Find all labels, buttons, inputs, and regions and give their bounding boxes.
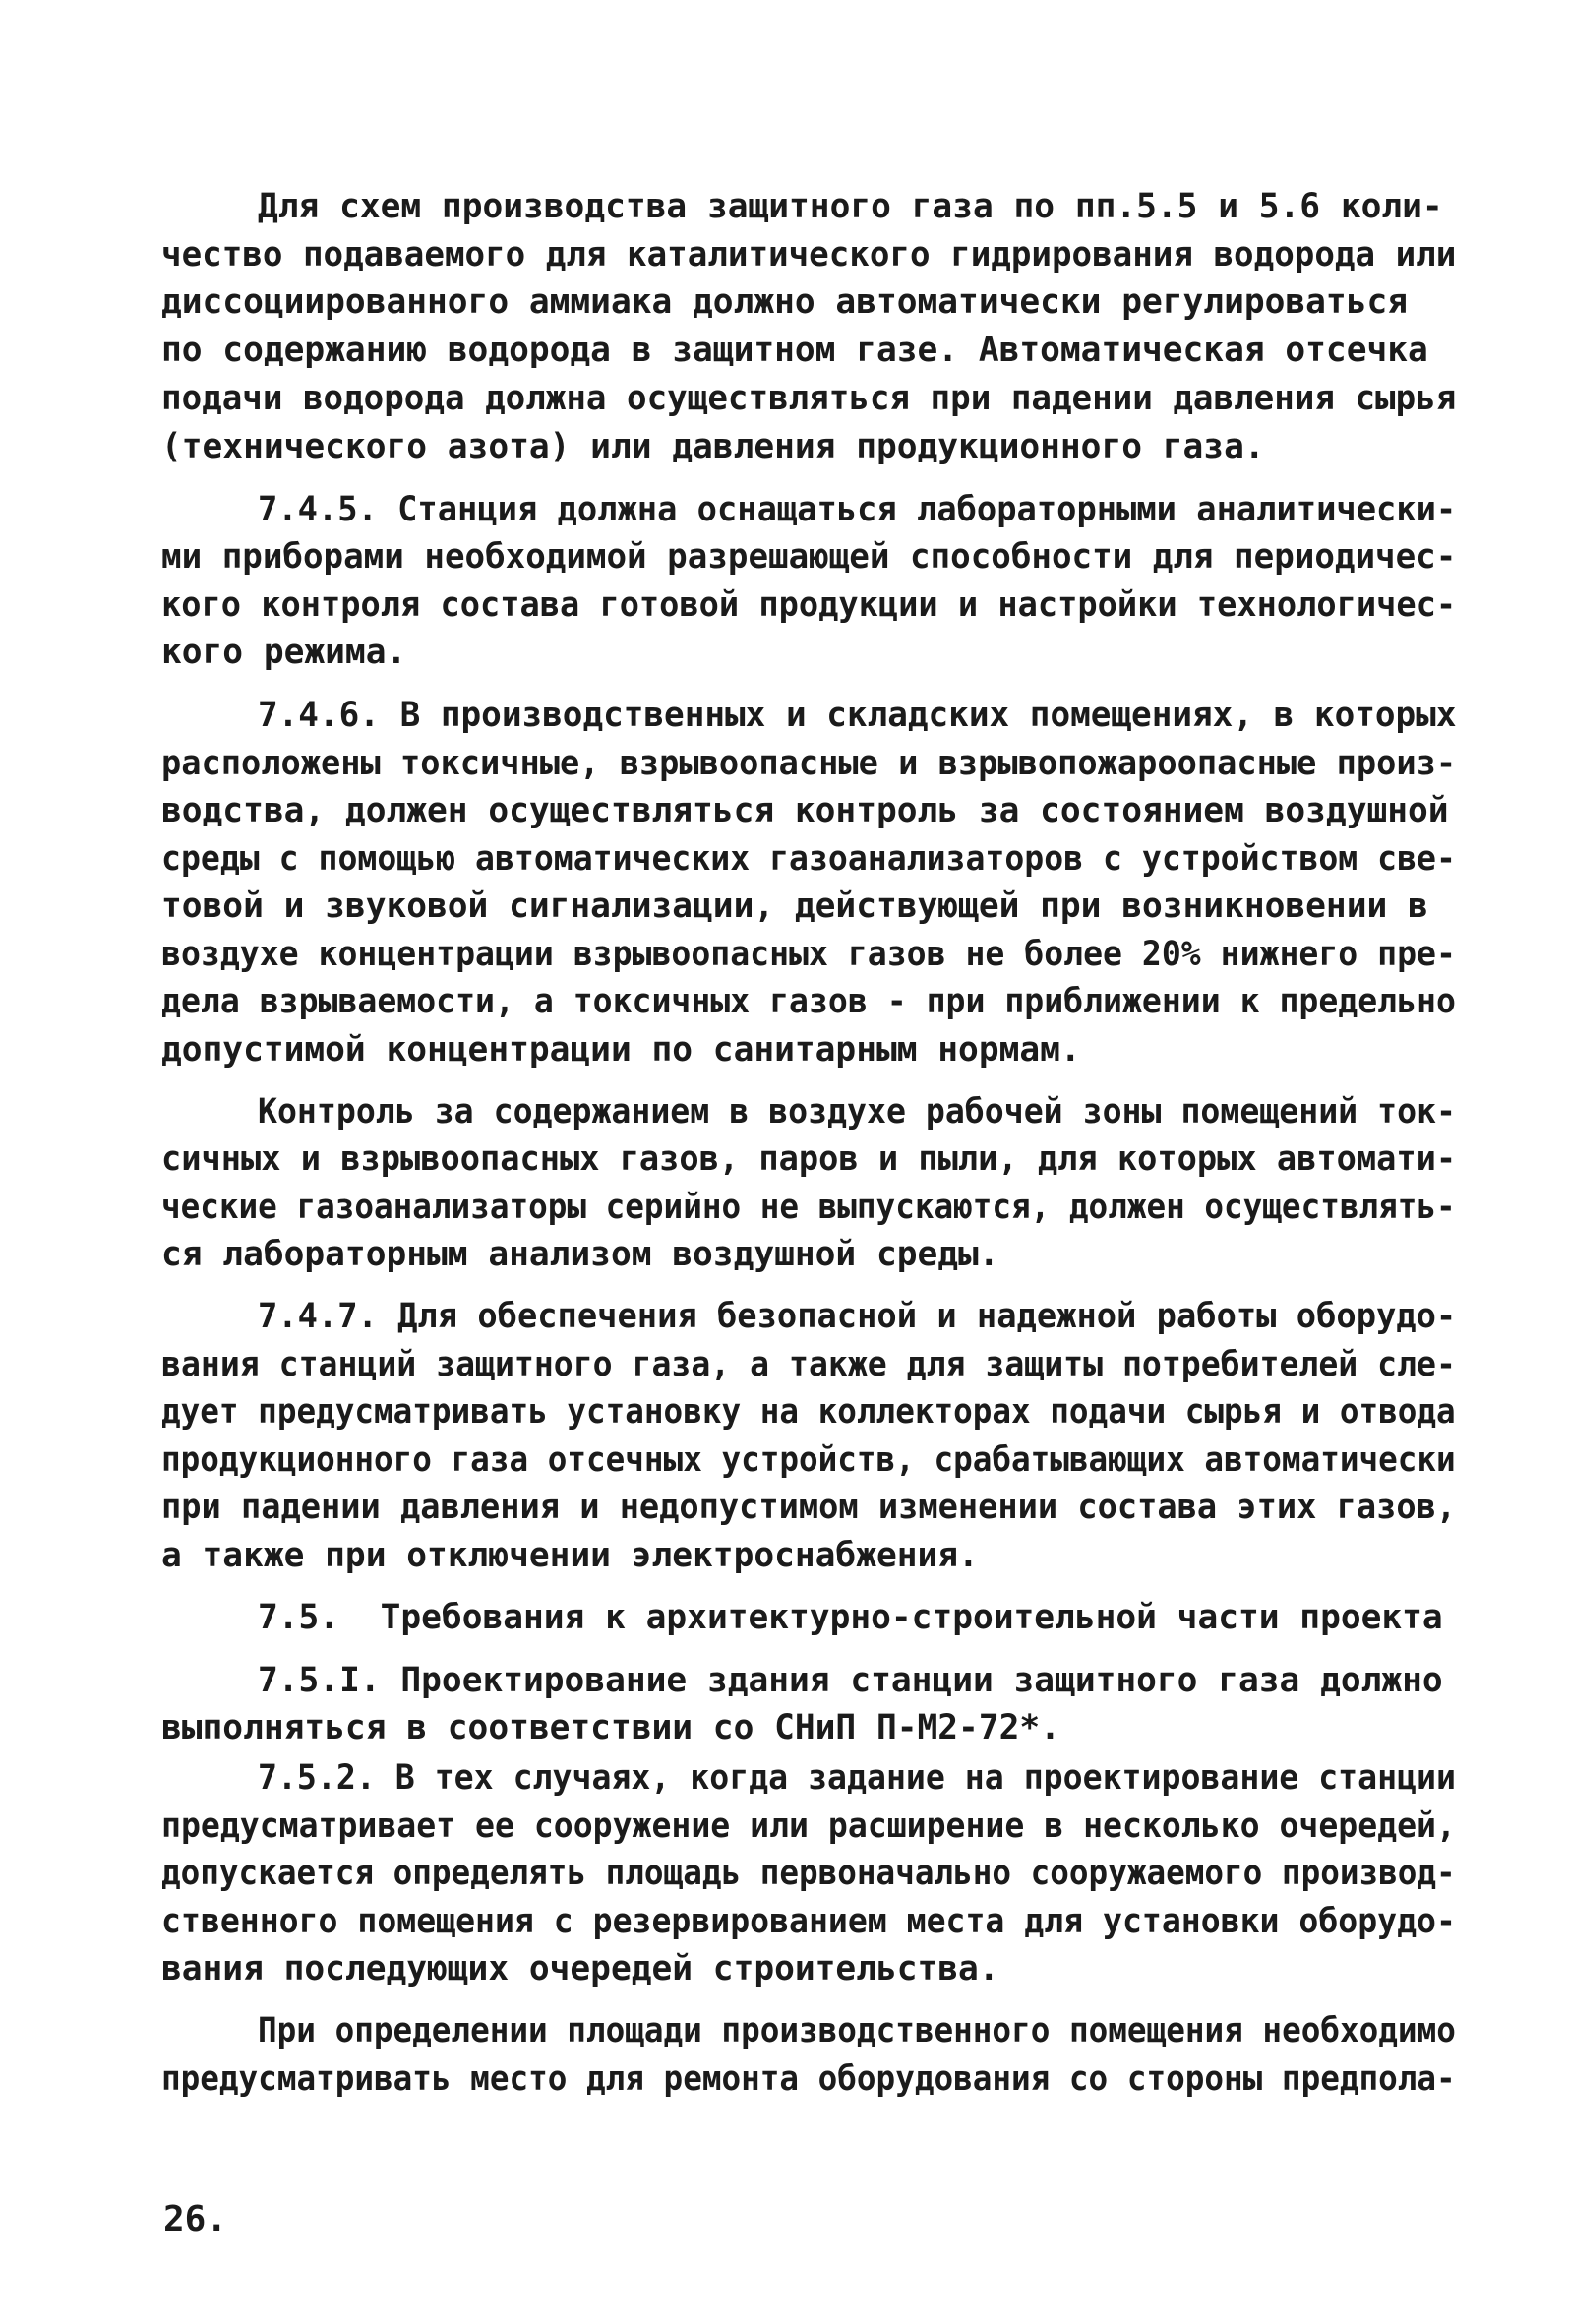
text-line: сичных и взрывоопасных газов, паров и пыли, для которых автомати- (161, 1139, 1457, 1179)
text-line: вания станций защитного газа, а также для защиты потребителей сле- (161, 1345, 1456, 1384)
text-line: 7.4.7. Для обеспечения безопасной и надежной работы оборудо- (258, 1297, 1457, 1336)
text-line: вания последующих очередей строительства. (161, 1949, 999, 1988)
text-line: ственного помещения с резервированием места для установки оборудо- (161, 1902, 1456, 1941)
text-line: При определении площади производственного помещения необходимо (258, 2011, 1456, 2050)
text-line: 7.4.6. В производственных и складских помещениях, в которых (258, 696, 1457, 735)
text-line: выполняться в соответствии со СНиП П-М2-72*. (161, 1708, 1060, 1747)
page-number: 26. (163, 2199, 228, 2239)
text-line: ческие газоанализаторы серийно не выпускаются, должен осуществлять- (161, 1188, 1456, 1227)
text-line: предусматривать место для ремонта оборудования со стороны предпола- (161, 2059, 1456, 2099)
text-line: дела взрываемости, а токсичных газов - при приближении к предельно (161, 982, 1456, 1021)
text-line: 7.5.2. В тех случаях, когда задание на проектирование станции (258, 1758, 1456, 1798)
text-line: диссоциированного аммиака должно автоматически регулироваться (161, 282, 1409, 322)
text-line: подачи водорода должна осуществляться при падении давления сырья (161, 379, 1457, 418)
text-line: воздухе концентрации взрывоопасных газов не более 20% нижнего пре- (161, 935, 1456, 974)
text-line: расположены токсичные, взрывоопасные и взрывопожароопасные произ- (161, 744, 1457, 783)
text-line: при падении давления и недопустимом изменении состава этих газов, (161, 1488, 1457, 1527)
text-line: 7.5.I. Проектирование здания станции защитного газа должно (258, 1661, 1443, 1700)
text-line: допустимой концентрации по санитарным нормам. (161, 1030, 1081, 1070)
text-line: предусматривает ее сооружение или расширение в несколько очередей, (161, 1806, 1456, 1846)
text-line: дует предусматривать установку на коллекторах подачи сырья и отвода (161, 1392, 1456, 1432)
text-line: кого контроля состава готовой продукции и настройки технологичес- (161, 585, 1457, 625)
text-line: а также при отключении электроснабжения. (161, 1536, 979, 1575)
text-line: ся лабораторным анализом воздушной среды. (161, 1235, 999, 1274)
text-line: 7.4.5. Станция должна оснащаться лабораторными аналитически- (258, 490, 1457, 529)
text-line: по содержанию водорода в защитном газе. Автоматическая отсечка (161, 331, 1428, 370)
text-line: товой и звуковой сигнализации, действующей при возникновении в (161, 887, 1428, 926)
text-line: допускается определять площадь первоначально сооружаемого производ- (161, 1854, 1456, 1893)
text-line: Для схем производства защитного газа по пп.5.5 и 5.6 коли- (258, 187, 1443, 226)
text-line: чество подаваемого для каталитического гидрирования водорода или (161, 235, 1457, 275)
text-line: ми приборами необходимой разрешающей способности для периодичес- (161, 537, 1457, 577)
text-line: Контроль за содержанием в воздухе рабочей зоны помещений ток- (258, 1092, 1456, 1131)
text-line: продукционного газа отсечных устройств, срабатывающих автоматически (161, 1440, 1456, 1480)
text-line: водства, должен осуществляться контроль за состоянием воздушной (161, 791, 1449, 830)
text-line: кого режима. (161, 633, 407, 672)
text-line: (технического азота) или давления продукционного газа. (161, 427, 1265, 466)
section-heading: 7.5. Требования к архитектурно-строительной части проекта (258, 1598, 1443, 1637)
text-line: среды с помощью автоматических газоанализаторов с устройством све- (161, 839, 1456, 879)
